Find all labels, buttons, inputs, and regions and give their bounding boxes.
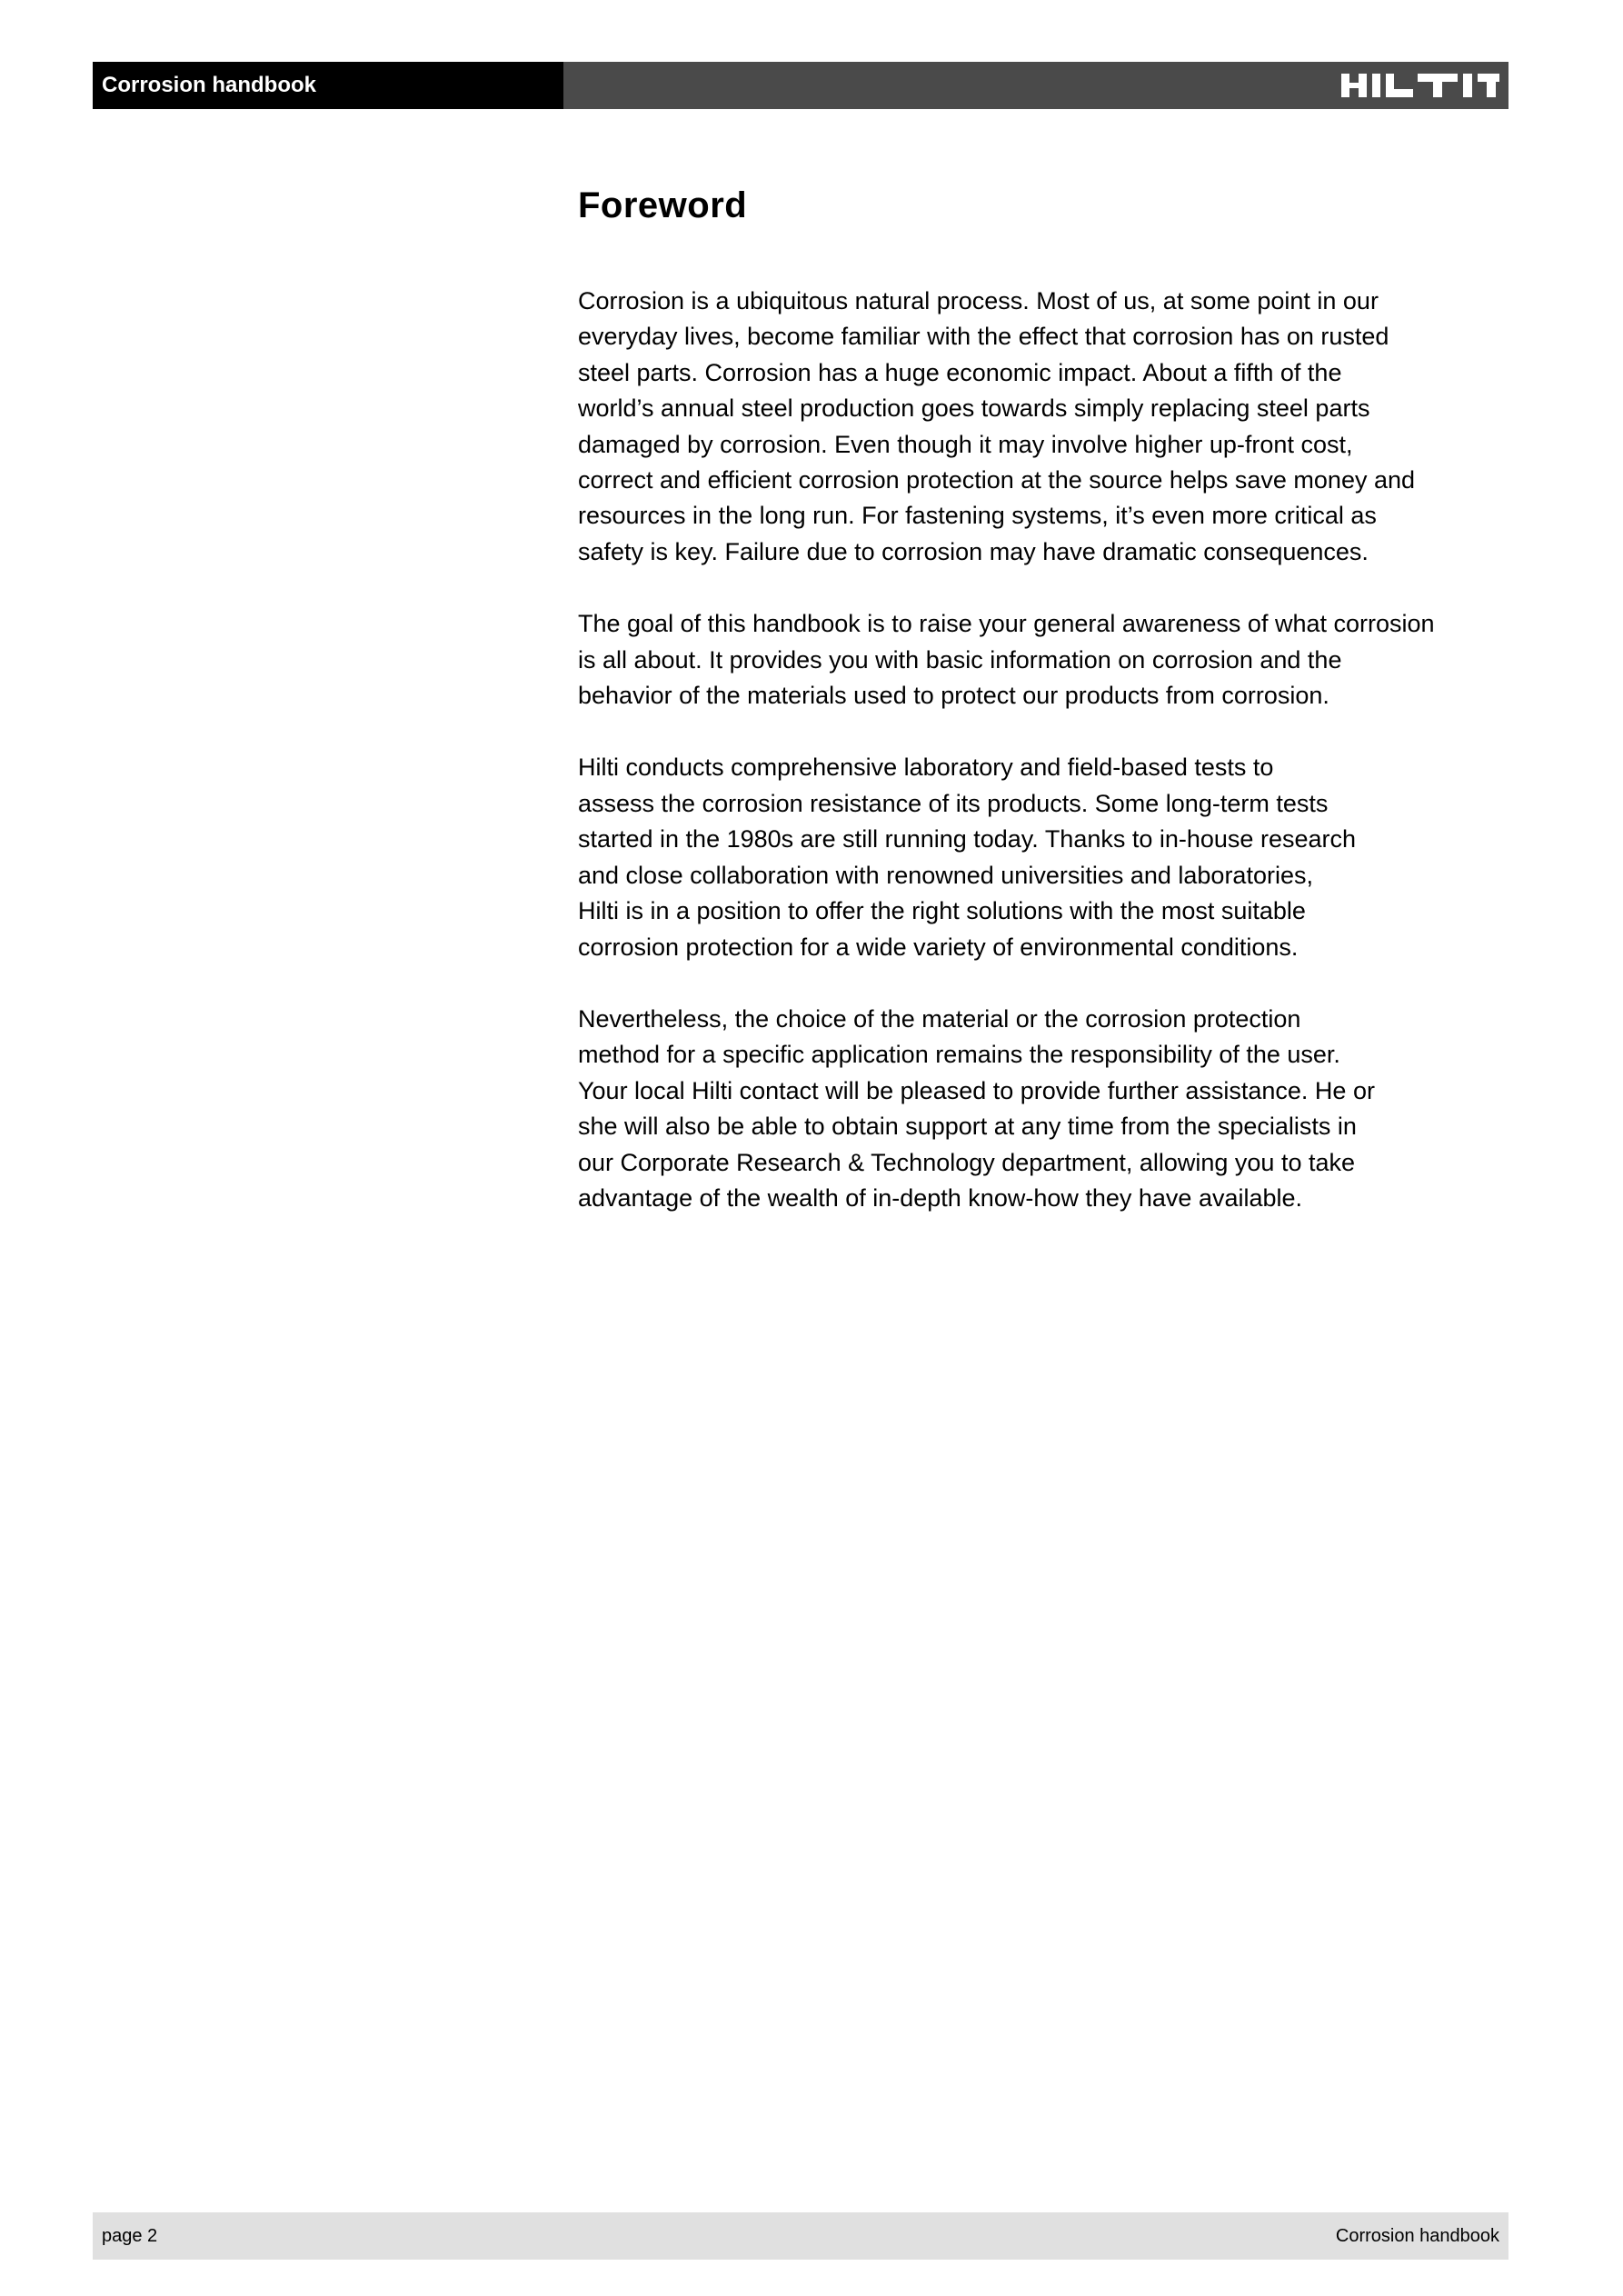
text-line: our Corporate Research & Technology department, allowing you to take [578,1148,1355,1176]
text-line: everyday lives, become familiar with the effect that corrosion has on rusted [578,323,1389,351]
text-line: she will also be able to obtain support at any time from the specialists in [578,1113,1357,1141]
text-line: The goal of this handbook is to raise your general awareness of what corrosion [578,610,1435,638]
header-brand-block [563,62,1508,109]
paragraph [578,1002,1523,1216]
paragraph [578,606,1523,714]
text-line: steel parts. Corrosion has a huge economic impact. About a fifth of the [578,358,1342,386]
text-line: assess the corrosion resistance of its products. Some long-term tests [578,789,1329,817]
header-title: Corrosion handbook [102,73,316,97]
text-line: damaged by corrosion. Even though it may involve higher up-front cost, [578,430,1353,458]
text-line: Hilti is in a position to offer the right solutions with the most suitable [578,897,1306,925]
paragraph [578,750,1523,964]
page-heading: Foreword [578,185,748,225]
text-line: Hilti conducts comprehensive laboratory and field-based tests to [578,754,1274,782]
text-line: method for a specific application remains the responsibility of the user. [578,1041,1340,1069]
text-line: Nevertheless, the choice of the material or the corrosion protection [578,1004,1301,1033]
text-line: behavior of the materials used to protect our products from corrosion. [578,682,1329,710]
text-line: world’s annual steel production goes towards simply replacing steel parts [578,394,1370,423]
text-line: started in the 1980s are still running today. Thanks to in-house research [578,825,1356,854]
footer-title: Corrosion handbook [1335,2225,1499,2246]
page-number: page 2 [102,2225,158,2246]
text-line: safety is key. Failure due to corrosion may have dramatic consequences. [578,537,1369,565]
footer-bar [93,2212,1508,2260]
header-title-block [93,62,563,109]
paragraph [578,284,1523,570]
text-line: corrosion protection for a wide variety of environmental conditions. [578,933,1299,961]
text-line: resources in the long run. For fastening systems, it’s even more critical as [578,502,1377,530]
text-line: is all about. It provides you with basic information on corrosion and the [578,645,1342,674]
text-line: Your local Hilti contact will be pleased to provide further assistance. He or [578,1076,1375,1104]
text-line: Corrosion is a ubiquitous natural process. Most of us, at some point in our [578,287,1379,314]
text-line: and close collaboration with renowned universities and laboratories, [578,861,1313,889]
header-bar [93,62,1508,109]
body-text [578,284,1523,1253]
text-line: advantage of the wealth of in-depth know-how they have available. [578,1183,1303,1212]
hilti-logo [1341,74,1499,97]
text-line: correct and efficient corrosion protection at the source helps save money and [578,466,1416,494]
